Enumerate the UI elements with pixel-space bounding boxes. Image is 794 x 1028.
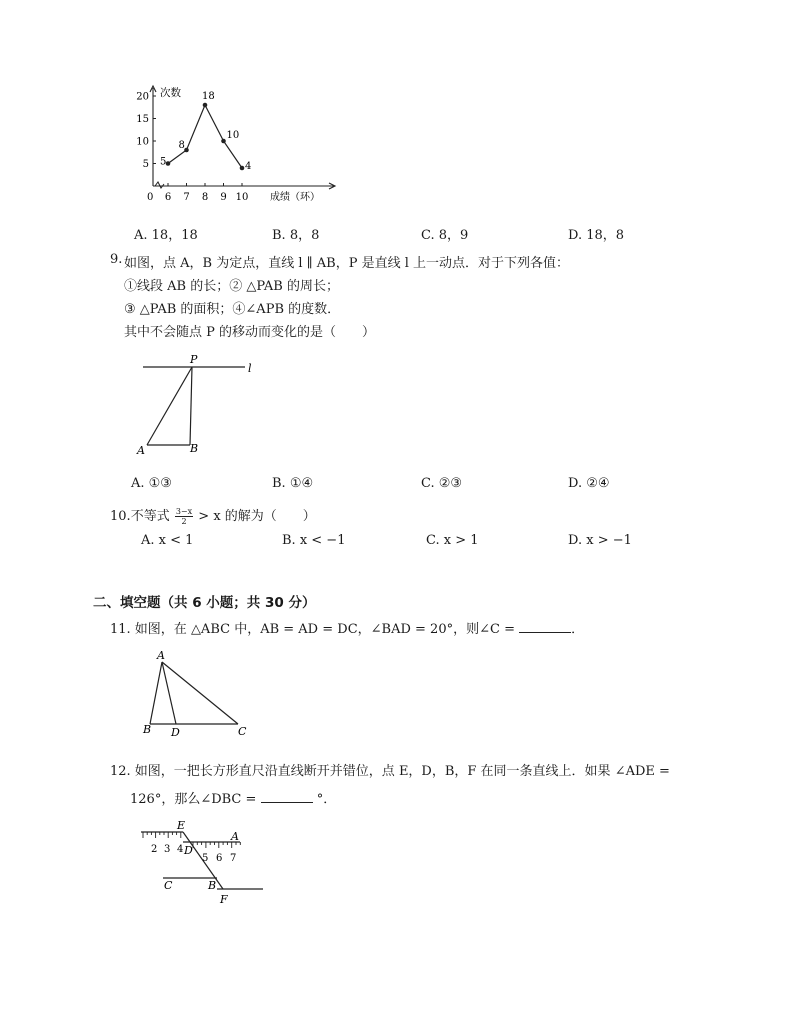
q12-line2	[130, 788, 336, 807]
q9-line4: 其中不会随点 P 的移动而变化的是（ ）	[124, 325, 376, 340]
ruler-number-6: 6	[216, 853, 223, 864]
chart-origin: 0	[147, 192, 154, 203]
section-title: 二、填空题（共 6 小题；共 30 分）	[93, 595, 316, 611]
q10-option-c[interactable]: C. x > 1	[426, 533, 479, 548]
label-b: B	[143, 723, 152, 736]
q9-figure	[135, 350, 265, 460]
q11-end: ．	[571, 622, 585, 637]
y-tick-label-20: 20	[136, 91, 149, 103]
ruler-number-5: 5	[202, 853, 209, 864]
data-label-7: 8	[178, 140, 185, 151]
ruler-ticks-top	[143, 832, 181, 838]
q8-option-a[interactable]: A. 18，18	[134, 228, 198, 243]
x-tick-label-8: 8	[201, 192, 209, 203]
q9-line1: 如图，点 A，B 为定点，直线 l ∥ AB，P 是直线 l 上一动点．对于下列各值：	[124, 256, 570, 271]
y-tick-label-15: 15	[136, 114, 149, 125]
q10-fraction-numerator: 3−x	[175, 507, 193, 516]
q11-stem	[110, 618, 584, 637]
q10-prefix: 不等式	[130, 509, 170, 524]
q9-option-b[interactable]: B. ①④	[272, 476, 314, 491]
q12-line2-end: °．	[316, 792, 337, 807]
x-tick-label-7: 7	[183, 192, 190, 203]
segment-pb	[190, 367, 192, 445]
label-d: D	[171, 726, 180, 739]
q10-fraction-denominator: 2	[181, 517, 187, 526]
chart-xlabel: 成绩（环）	[270, 192, 320, 203]
q9-option-a[interactable]: A. ①③	[131, 476, 172, 491]
label-a: A	[137, 444, 145, 457]
data-label-9: 10	[226, 130, 240, 141]
label-d: D	[184, 844, 193, 857]
label-a: A	[231, 830, 239, 843]
ruler-number-7: 7	[230, 853, 237, 864]
q10-fraction	[175, 507, 193, 526]
label-c: C	[164, 879, 173, 892]
data-point-9	[221, 139, 226, 144]
label-a: A	[157, 649, 165, 662]
label-c: C	[238, 725, 247, 738]
q10-suffix: > x 的解为（ ）	[198, 509, 316, 524]
q10-number: 10.	[110, 509, 131, 524]
chart-axes	[136, 86, 335, 203]
ruler-number-2: 2	[151, 844, 158, 855]
chart-ylabel: 次数	[160, 87, 181, 99]
segment-pa	[147, 367, 192, 445]
q8-option-d[interactable]: D. 18，8	[568, 228, 625, 243]
x-tick-label-6: 6	[164, 192, 172, 203]
data-point-6	[166, 161, 171, 166]
q11-figure	[140, 648, 260, 740]
segment-ab	[150, 662, 162, 724]
frequency-line-chart	[120, 82, 350, 210]
q8-option-b[interactable]: B. 8，8	[272, 228, 320, 243]
label-b: B	[190, 442, 199, 455]
q9-option-d[interactable]: D. ②④	[568, 476, 610, 491]
y-tick-label-10: 10	[136, 136, 149, 148]
data-label-6: 5	[160, 156, 167, 168]
data-label-10: 4	[245, 161, 252, 172]
ruler-number-4: 4	[177, 844, 184, 855]
label-l: l	[248, 362, 252, 375]
q12-figure	[135, 816, 270, 908]
x-tick-label-10: 10	[235, 192, 249, 203]
q12-answer-blank[interactable]	[261, 790, 313, 803]
data-point-8	[203, 103, 208, 108]
q9-line2: ①线段 AB 的长；② △PAB 的周长；	[124, 279, 339, 294]
chart-marks	[160, 91, 251, 172]
q9-option-c[interactable]: C. ②③	[421, 476, 463, 491]
label-f: F	[220, 893, 228, 906]
x-tick-label-9: 9	[220, 192, 227, 203]
ruler-number-3: 3	[164, 844, 171, 855]
data-label-8: 18	[202, 91, 215, 102]
label-e: E	[177, 819, 186, 832]
q10-option-b[interactable]: B. x < −1	[282, 533, 346, 548]
q11-answer-blank[interactable]	[519, 620, 571, 633]
q12-line1: 12. 如图，一把长方形直尺沿直线断开并错位，点 E，D，B，F 在同一条直线上．如果 ∠ADE =	[110, 764, 670, 779]
q11-text: 11. 如图，在 △ABC 中，AB = AD = DC，∠BAD = 20°，则∠C =	[110, 622, 515, 637]
q10-option-a[interactable]: A. x < 1	[141, 533, 194, 548]
q12-line2-text: 126°，那么∠DBC =	[130, 792, 257, 807]
q10-stem	[110, 505, 316, 526]
label-p: P	[190, 353, 198, 366]
data-point-7	[184, 148, 189, 153]
axis-break-mark	[155, 182, 164, 188]
q9-line3: ③ △PAB 的面积；④∠APB 的度数．	[124, 302, 341, 317]
y-tick-label-5: 5	[142, 159, 149, 170]
q9-number: 9.	[110, 252, 123, 267]
label-b: B	[208, 879, 217, 892]
data-point-10	[240, 166, 245, 171]
q10-option-d[interactable]: D. x > −1	[568, 533, 632, 548]
q8-option-c[interactable]: C. 8，9	[421, 228, 469, 243]
